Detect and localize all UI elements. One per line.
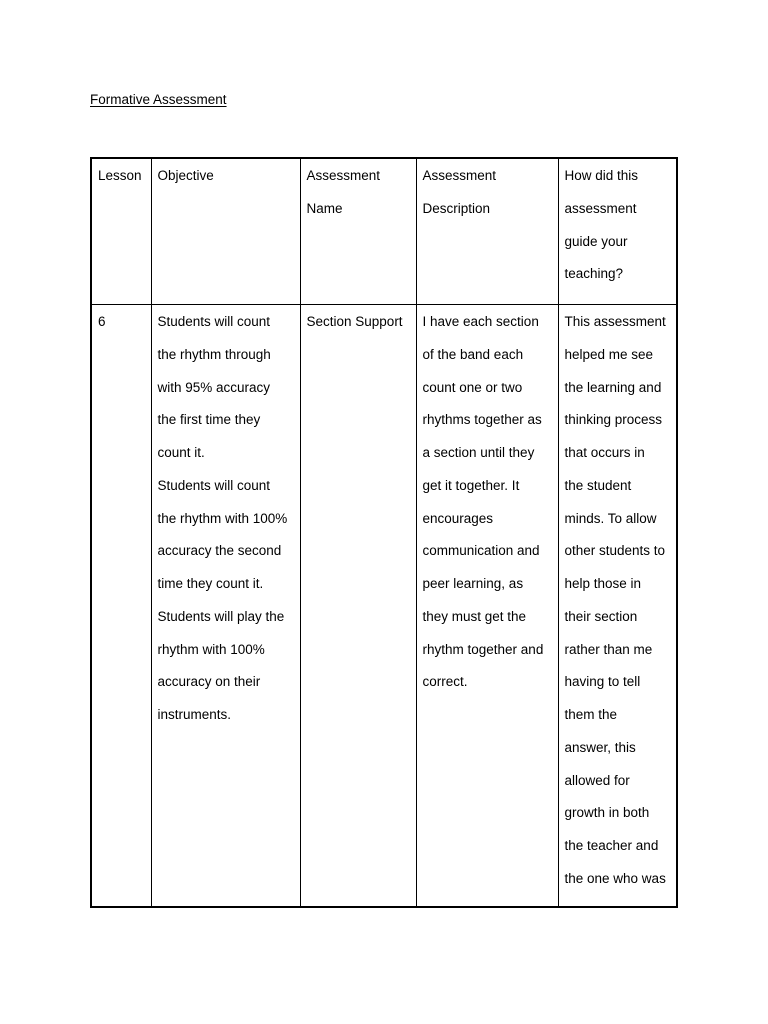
guidance-line: the learning and xyxy=(564,379,662,395)
cell-objective xyxy=(151,305,300,908)
table-header-row xyxy=(91,158,677,305)
objective-line: accuracy the second xyxy=(157,543,282,559)
guidance-line: minds. To allow xyxy=(564,510,657,526)
table-row xyxy=(91,305,677,908)
header-assessment-name xyxy=(300,158,416,305)
guidance-line: other students to xyxy=(564,543,666,559)
guidance-line: that occurs in xyxy=(564,445,645,460)
objective-line: Students will count xyxy=(157,477,271,493)
guidance-line: helped me see xyxy=(564,346,654,362)
objective-line: the rhythm with 100% xyxy=(157,510,288,526)
guidance-line: the teacher and xyxy=(564,838,659,853)
objective-line: Students will play the xyxy=(157,608,285,624)
guidance-line: the student xyxy=(564,477,632,493)
description-line: count one or two xyxy=(422,379,523,395)
header-lesson xyxy=(91,158,151,305)
objective-line: accuracy on their xyxy=(157,674,261,690)
description-line: encourages xyxy=(422,510,494,526)
guidance-line: rather than me xyxy=(564,641,653,657)
guidance-line: growth in both xyxy=(564,805,650,821)
description-line: rhythms together as xyxy=(422,412,542,428)
cell-guidance xyxy=(558,305,677,908)
description-line: correct. xyxy=(422,674,468,690)
lesson-number: 6 xyxy=(98,314,106,329)
guidance-line: This assessment xyxy=(564,314,666,329)
description-line: get it together. It xyxy=(422,477,520,493)
header-assessment-description-line: Assessment xyxy=(422,168,497,183)
description-line: they must get the xyxy=(422,608,527,624)
assessment-table xyxy=(90,157,678,908)
description-line: peer learning, as xyxy=(422,576,524,591)
header-assessment-name-line: Assessment xyxy=(306,168,381,183)
objective-line: instruments. xyxy=(157,707,232,722)
header-guidance-line: assessment xyxy=(564,200,637,216)
guidance-line: having to tell xyxy=(564,674,641,690)
objective-line: with 95% accuracy xyxy=(157,379,271,395)
cell-assessment-name xyxy=(300,305,416,908)
header-assessment-description-line: Description xyxy=(422,200,491,216)
guidance-line: their section xyxy=(564,608,638,624)
header-assessment-name-line: Name xyxy=(306,200,343,216)
header-guidance-line: guide your xyxy=(564,233,628,249)
objective-line: time they count it. xyxy=(157,576,264,591)
guidance-line: help those in xyxy=(564,576,642,591)
objective-line: count it. xyxy=(157,445,205,460)
guidance-line: allowed for xyxy=(564,772,630,788)
header-objective xyxy=(151,158,300,305)
guidance-line: thinking process xyxy=(564,412,663,428)
header-guidance-line: teaching? xyxy=(564,266,624,282)
header-guidance-line: How did this xyxy=(564,168,639,183)
guidance-line: the one who was xyxy=(564,870,666,886)
header-guidance xyxy=(558,158,677,305)
description-line: communication and xyxy=(422,543,540,559)
document-title: Formative Assessment xyxy=(90,92,227,107)
objective-line: rhythm with 100% xyxy=(157,641,265,657)
description-line: of the band each xyxy=(422,346,524,362)
header-lesson-text: Lesson xyxy=(98,168,142,183)
objective-line: the first time they xyxy=(157,412,261,428)
guidance-line: answer, this xyxy=(564,739,636,755)
assessment-name-text: Section Support xyxy=(306,314,403,329)
header-objective-text: Objective xyxy=(157,168,214,183)
description-line: I have each section xyxy=(422,314,539,329)
objective-line: the rhythm through xyxy=(157,346,271,362)
guidance-line: them the xyxy=(564,707,618,722)
objective-line: Students will count xyxy=(157,314,271,329)
cell-assessment-description xyxy=(416,305,558,908)
description-line: a section until they xyxy=(422,445,535,460)
header-assessment-description xyxy=(416,158,558,305)
description-line: rhythm together and xyxy=(422,641,544,657)
cell-lesson xyxy=(91,305,151,908)
